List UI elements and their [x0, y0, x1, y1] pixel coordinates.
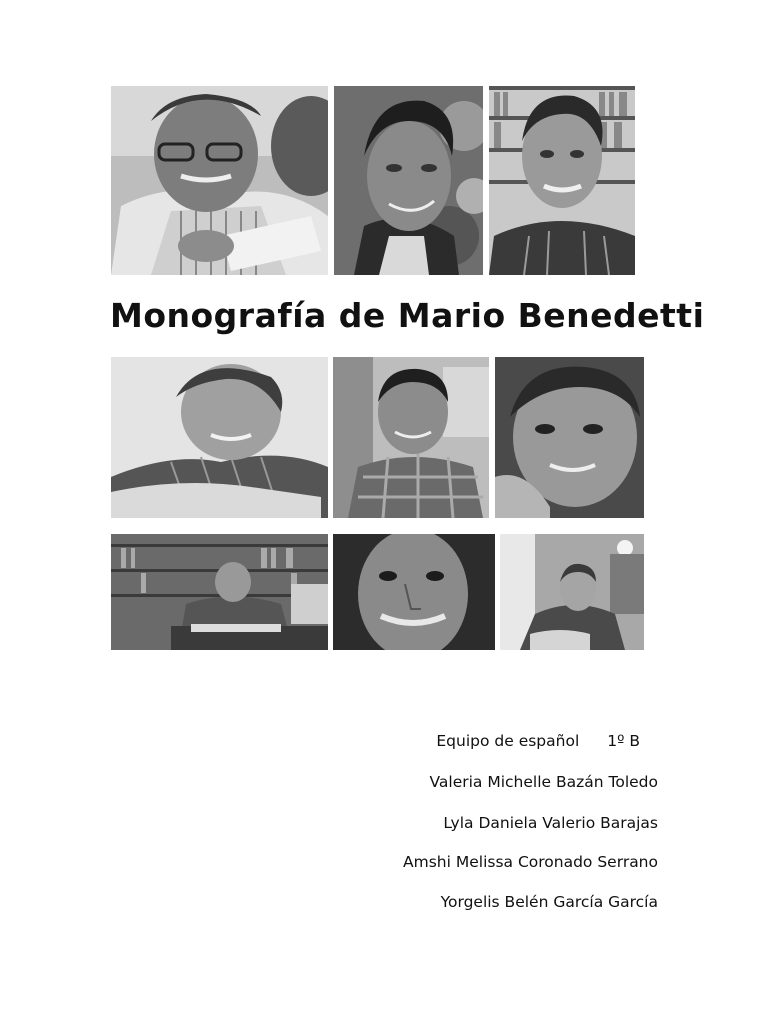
page-title: Monografía de Mario Benedetti: [110, 296, 705, 335]
member-name: Amshi Melissa Coronado Serrano: [403, 853, 658, 871]
photo-arms-crossed: [111, 357, 328, 518]
team-group: 1º B: [607, 732, 640, 750]
photo-library-desk: [111, 534, 328, 650]
member-name: Lyla Daniela Valerio Barajas: [443, 814, 658, 832]
photo-writing-glasses: [111, 86, 328, 275]
member-name: Yorgelis Belén García García: [440, 893, 658, 911]
team-label: Equipo de español: [436, 732, 580, 750]
photo-dark-closeup: [333, 534, 495, 650]
photo-bookshelf-portrait: [489, 86, 635, 275]
photo-plaid-shirt: [333, 357, 489, 518]
photo-seated-interview: [500, 534, 644, 650]
team-row: [436, 732, 640, 750]
photo-smiling-closeup: [334, 86, 483, 275]
member-name: Valeria Michelle Bazán Toledo: [429, 773, 658, 791]
photo-hand-on-cheek: [495, 357, 644, 518]
